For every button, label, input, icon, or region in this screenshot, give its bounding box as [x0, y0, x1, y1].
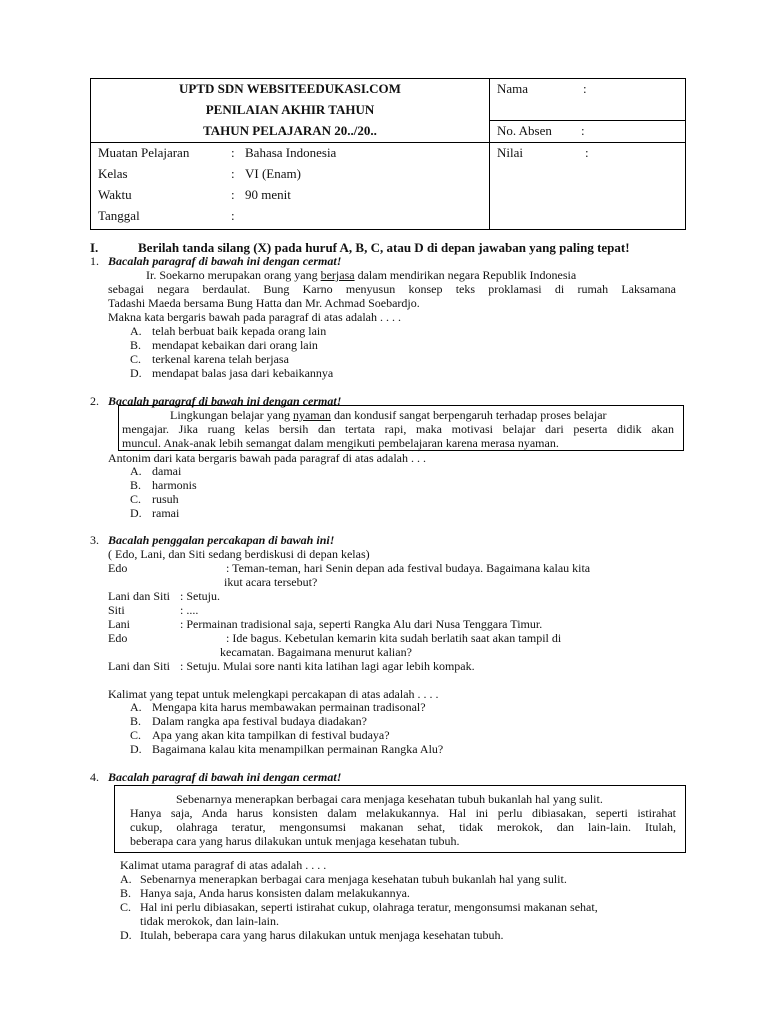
- question-heading: Bacalah paragraf di bawah ini dengan cermat!: [108, 254, 342, 268]
- option-text[interactable]: terkenal karena telah berjasa: [152, 352, 289, 366]
- option-letter[interactable]: C.: [130, 352, 142, 366]
- school-year: TAHUN PELAJARAN 20../20..: [203, 123, 377, 138]
- question-number: 1.: [90, 254, 99, 268]
- option-text[interactable]: telah berbuat baik kepada orang lain: [152, 324, 327, 338]
- question-heading: Bacalah paragraf di bawah ini dengan cermat!: [108, 770, 342, 784]
- field-label: Kelas: [98, 166, 128, 181]
- option-letter[interactable]: A.: [130, 700, 142, 714]
- field-colon: :: [231, 166, 235, 181]
- dialog-speaker: Edo: [108, 561, 128, 575]
- question-number: 2.: [90, 394, 99, 408]
- paragraph-line: Tadashi Maeda bersama Bung Hatta dan Mr. Achmad Soebardjo.: [108, 296, 420, 310]
- option-letter[interactable]: D.: [120, 928, 132, 942]
- table-divider: [489, 79, 490, 229]
- option-text[interactable]: Sebenarnya menerapkan berbagai cara menjaga kesehatan tubuh bukanlah hal yang sulit.: [140, 872, 567, 886]
- dialog-line: : Ide bagus. Kebetulan kemarin kita sudah berlatih saat akan tampil di: [226, 631, 562, 645]
- field-colon: :: [231, 208, 235, 223]
- question-heading: Bacalah penggalan percakapan di bawah ini!: [108, 533, 335, 547]
- assessment-title: PENILAIAN AKHIR TAHUN: [205, 102, 375, 117]
- option-text[interactable]: Dalam rangka apa festival budaya diadakan?: [152, 714, 367, 728]
- paragraph-line: Sebenarnya menerapkan berbagai cara menjaga kesehatan tubuh bukanlah hal yang sulit.: [176, 792, 603, 806]
- paragraph-text: Ir. Soekarno merupakan orang yang: [146, 268, 321, 282]
- option-text[interactable]: Apa yang akan kita tampilkan di festival budaya?: [152, 728, 390, 742]
- question-text: Kalimat yang tepat untuk melengkapi percakapan di atas adalah . . . .: [108, 687, 439, 701]
- dialog-line: : Setuju. Mulai sore nanti kita latihan lagi agar lebih kompak.: [180, 659, 475, 673]
- option-letter[interactable]: C.: [120, 900, 132, 914]
- paragraph-line: sebagai negara berdaulat. Bung Karno menyusun konsep teks proklamasi di rumah Laksamana: [108, 282, 676, 296]
- dialog-speaker: Lani dan Siti: [108, 659, 170, 673]
- nama-colon: :: [583, 81, 587, 96]
- dialog-line: ikut acara tersebut?: [224, 575, 318, 589]
- option-text[interactable]: Bagaimana kalau kita menampilkan permainan Rangka Alu?: [152, 742, 444, 756]
- question-text: Makna kata bergaris bawah pada paragraf di atas adalah . . . .: [108, 310, 401, 324]
- paragraph-text: dan kondusif sangat berpengaruh terhadap proses belajar: [330, 408, 607, 422]
- option-letter[interactable]: C.: [130, 492, 142, 506]
- option-text[interactable]: mendapat balas jasa dari kebaikannya: [152, 366, 334, 380]
- option-letter[interactable]: B.: [130, 714, 142, 728]
- field-label: Waktu: [98, 187, 132, 202]
- option-text[interactable]: damai: [152, 464, 182, 478]
- option-letter[interactable]: A.: [130, 324, 142, 338]
- option-text[interactable]: Itulah, beberapa cara yang harus dilakukan untuk menjaga kesehatan tubuh.: [140, 928, 504, 942]
- option-letter[interactable]: B.: [130, 338, 142, 352]
- paragraph-line: Hanya saja, Anda harus konsisten dalam melakukannya. Hal ini perlu dibiasakan, seperti istirahat: [130, 806, 676, 820]
- header-table: [90, 78, 686, 230]
- option-text[interactable]: harmonis: [152, 478, 197, 492]
- dialog-line: : Permainan tradisional saja, seperti Rangka Alu dari Nusa Tenggara Timur.: [180, 617, 543, 631]
- field-label: Muatan Pelajaran: [98, 145, 190, 160]
- option-letter[interactable]: D.: [130, 742, 142, 756]
- paragraph-text: dalam mendirikan negara Republik Indonesia: [354, 268, 577, 282]
- field-colon: :: [231, 145, 235, 160]
- question-number: 3.: [90, 533, 99, 547]
- section-instruction: Berilah tanda silang (X) pada huruf A, B, C, atau D di depan jawaban yang paling tepat!: [138, 240, 630, 255]
- paragraph-line: beberapa cara yang harus dilakukan untuk menjaga kesehatan tubuh.: [130, 834, 460, 848]
- dialog-context: ( Edo, Lani, dan Siti sedang berdiskusi di depan kelas): [108, 547, 370, 561]
- underlined-word: berjasa: [320, 268, 355, 282]
- question-heading: Bacalah paragraf di bawah ini dengan cermat!: [108, 394, 342, 408]
- underlined-word: nyaman: [292, 408, 331, 422]
- field-label: Tanggal: [98, 208, 140, 223]
- option-letter[interactable]: C.: [130, 728, 142, 742]
- option-text[interactable]: rusuh: [152, 492, 179, 506]
- option-text[interactable]: Hal ini perlu dibiasakan, seperti istirahat cukup, olahraga teratur, mengonsumsi makanan sehat,: [140, 900, 598, 914]
- option-letter[interactable]: B.: [120, 886, 132, 900]
- field-value: Bahasa Indonesia: [245, 145, 337, 160]
- table-divider: [489, 120, 685, 121]
- option-text[interactable]: mendapat kebaikan dari orang lain: [152, 338, 318, 352]
- option-letter[interactable]: A.: [120, 872, 132, 886]
- nilai-label: Nilai: [497, 145, 523, 160]
- field-colon: :: [231, 187, 235, 202]
- nama-label: Nama: [497, 81, 529, 96]
- option-text[interactable]: Mengapa kita harus membawakan permainan tradisonal?: [152, 700, 426, 714]
- option-text[interactable]: ramai: [152, 506, 180, 520]
- question-text: Antonim dari kata bergaris bawah pada paragraf di atas adalah . . .: [108, 451, 426, 465]
- option-letter[interactable]: B.: [130, 478, 142, 492]
- dialog-line: : Teman-teman, hari Senin depan ada festival budaya. Bagaimana kalau kita: [226, 561, 591, 575]
- dialog-speaker: Edo: [108, 631, 128, 645]
- nilai-colon: :: [585, 145, 589, 160]
- paragraph-line: mengajar. Jika ruang kelas bersih dan tertata rapi, maka motivasi belajar dari peserta didik akan: [122, 422, 674, 436]
- paragraph-line: muncul. Anak-anak lebih semangat dalam mengikuti pembelajaran karena merasa nyaman.: [122, 436, 559, 450]
- field-value: VI (Enam): [245, 166, 301, 181]
- question-text: Kalimat utama paragraf di atas adalah . . . .: [120, 858, 327, 872]
- dialog-line: : Setuju.: [180, 589, 221, 603]
- dialog-line: : ....: [180, 603, 199, 617]
- absen-colon: :: [581, 123, 585, 138]
- paragraph-text: Lingkungan belajar yang: [170, 408, 293, 422]
- dialog-speaker: Lani dan Siti: [108, 589, 170, 603]
- section-numeral: I.: [90, 240, 99, 255]
- option-text[interactable]: Hanya saja, Anda harus konsisten dalam melakukannya.: [140, 886, 410, 900]
- absen-label: No. Absen: [497, 123, 552, 138]
- option-text-continued[interactable]: tidak merokok, dan lain-lain.: [140, 914, 279, 928]
- table-divider: [91, 142, 685, 143]
- school-name: UPTD SDN WEBSITEEDUKASI.COM: [179, 81, 401, 96]
- question-number: 4.: [90, 770, 99, 784]
- paragraph-line: cukup, olahraga teratur, mengonsumsi makanan sehat, tidak merokok, dan lain-lain. Itulah,: [130, 820, 676, 834]
- dialog-line: kecamatan. Bagaimana menurut kalian?: [220, 645, 412, 659]
- option-letter[interactable]: D.: [130, 366, 142, 380]
- field-value: 90 menit: [245, 187, 291, 202]
- option-letter[interactable]: D.: [130, 506, 142, 520]
- option-letter[interactable]: A.: [130, 464, 142, 478]
- paragraph-line: [146, 268, 676, 283]
- dialog-speaker: Siti: [108, 603, 125, 617]
- dialog-speaker: Lani: [108, 617, 130, 631]
- paragraph-line: [170, 408, 607, 423]
